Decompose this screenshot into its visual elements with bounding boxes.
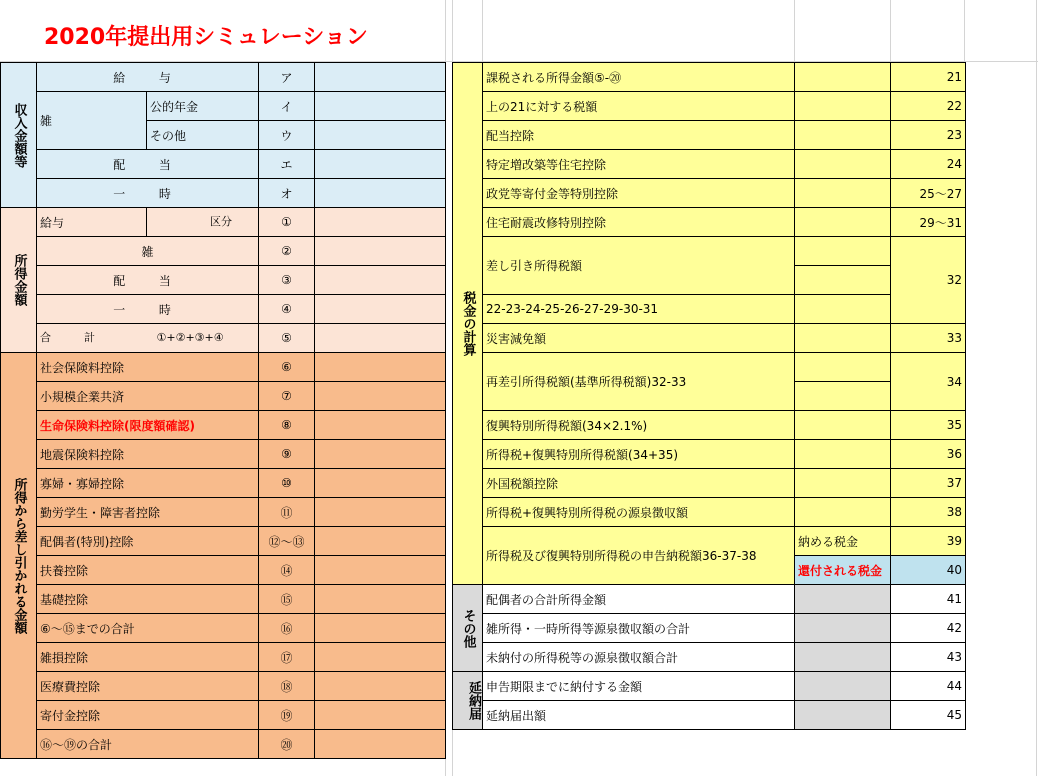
- tax-row: [453, 353, 966, 382]
- deduction-name: 雑損控除: [37, 643, 259, 672]
- deduction-row: [1, 382, 446, 411]
- tax-num: 33: [891, 324, 966, 353]
- deduction-value[interactable]: [315, 498, 446, 527]
- grid-line: [794, 0, 795, 62]
- income-ichiji-label: 一 時: [37, 179, 259, 208]
- other-row: [453, 643, 966, 672]
- tax-value[interactable]: [795, 498, 891, 527]
- income-row-kouteki: [1, 92, 446, 121]
- tax-kanpu-label: 還付される税金: [795, 556, 891, 585]
- tax-value[interactable]: [795, 324, 891, 353]
- left-table: [0, 62, 446, 759]
- tax-value[interactable]: [795, 266, 891, 295]
- shotoku-goukei-label: 合 計: [40, 331, 95, 344]
- shotoku-section-label: 所得金額: [1, 208, 37, 353]
- tax-name: 上の21に対する税額: [483, 92, 795, 121]
- tax-value[interactable]: [795, 121, 891, 150]
- shotoku-code: ①: [259, 208, 315, 237]
- shotoku-code: ③: [259, 266, 315, 295]
- income-haitou-value[interactable]: [315, 150, 446, 179]
- tax-num: 40: [891, 556, 966, 585]
- deduction-value[interactable]: [315, 730, 446, 759]
- tax-num: 32: [891, 237, 966, 324]
- deductions-section-label: 所得から差し引かれる金額: [1, 353, 37, 759]
- tax-value[interactable]: [795, 411, 891, 440]
- tax-value[interactable]: [795, 469, 891, 498]
- grid-line: [964, 0, 965, 62]
- income-row-haitou: [1, 150, 446, 179]
- tax-row: [453, 179, 966, 208]
- enno-value[interactable]: [795, 672, 891, 701]
- tax-value[interactable]: [795, 237, 891, 266]
- tax-row: [453, 92, 966, 121]
- tax-name: 再差引所得税額(基準所得税額)32-33: [483, 353, 795, 411]
- deduction-name: 小規模企業共済: [37, 382, 259, 411]
- income-code: イ: [259, 92, 315, 121]
- tax-row: [453, 498, 966, 527]
- tax-num: 25〜27: [891, 179, 966, 208]
- shotoku-ichiji-label: 一 時: [37, 295, 259, 324]
- other-num: 43: [891, 643, 966, 672]
- tax-num: 24: [891, 150, 966, 179]
- shotoku-kyuyo-label: 給与: [37, 208, 147, 237]
- tax-sashihiki-formula: 22-23-24-25-26-27-29-30-31: [483, 295, 795, 324]
- tax-value[interactable]: [795, 150, 891, 179]
- tax-num: 35: [891, 411, 966, 440]
- deduction-code: ⑮: [259, 585, 315, 614]
- shotoku-code: ②: [259, 237, 315, 266]
- shotoku-row-kyuyo: [1, 208, 446, 237]
- shotoku-zatsu-value[interactable]: [315, 237, 446, 266]
- deduction-name: 寄付金控除: [37, 701, 259, 730]
- enno-section-label: 延納届: [453, 672, 483, 730]
- deduction-row: [1, 527, 446, 556]
- shotoku-ichiji-value[interactable]: [315, 295, 446, 324]
- income-row-kyuyo: [1, 63, 446, 92]
- deduction-code: ⑥: [259, 353, 315, 382]
- tax-value[interactable]: [795, 63, 891, 92]
- deduction-value[interactable]: [315, 469, 446, 498]
- deduction-value[interactable]: [315, 353, 446, 382]
- deduction-code: ⑨: [259, 440, 315, 469]
- shotoku-row-goukei: [1, 324, 446, 353]
- tax-name: 復興特別所得税額(34×2.1%): [483, 411, 795, 440]
- deduction-name: 地震保険料控除: [37, 440, 259, 469]
- income-section-label: 収入金額等: [1, 63, 37, 208]
- deduction-row: [1, 353, 446, 382]
- page-title: 2020年提出用シミュレーション: [44, 25, 368, 50]
- tax-num: 21: [891, 63, 966, 92]
- tax-value[interactable]: [795, 208, 891, 237]
- tax-section-label: 税金の計算: [453, 63, 483, 585]
- deduction-row: [1, 556, 446, 585]
- tax-row: [453, 411, 966, 440]
- tax-num: 23: [891, 121, 966, 150]
- shotoku-row-ichiji: [1, 295, 446, 324]
- deduction-code: ⑰: [259, 643, 315, 672]
- tax-value[interactable]: [795, 440, 891, 469]
- deduction-code: ⑪: [259, 498, 315, 527]
- other-num: 41: [891, 585, 966, 614]
- tax-value[interactable]: [795, 92, 891, 121]
- deduction-value[interactable]: [315, 556, 446, 585]
- tax-num: 22: [891, 92, 966, 121]
- tax-name: 所得税+復興特別所得税額(34+35): [483, 440, 795, 469]
- deduction-value[interactable]: [315, 672, 446, 701]
- tax-num: 34: [891, 353, 966, 411]
- other-value[interactable]: [795, 585, 891, 614]
- deduction-row: [1, 701, 446, 730]
- tax-row-sashihiki: [453, 237, 966, 266]
- shotoku-kyuyo-value[interactable]: [315, 208, 446, 237]
- income-row-ichiji: [1, 179, 446, 208]
- enno-row: [453, 672, 966, 701]
- deduction-name: 寡婦・寡婦控除: [37, 469, 259, 498]
- right-table: [452, 62, 966, 730]
- deduction-code: ⑫〜⑬: [259, 527, 315, 556]
- deduction-code: ⑳: [259, 730, 315, 759]
- deduction-name: 配偶者(特別)控除: [37, 527, 259, 556]
- other-section-label: その他: [453, 585, 483, 672]
- deduction-name: 医療費控除: [37, 672, 259, 701]
- tax-sashihiki-label: 差し引き所得税額: [483, 237, 795, 295]
- other-name: 配偶者の合計所得金額: [483, 585, 795, 614]
- income-sonota-value[interactable]: [315, 121, 446, 150]
- deduction-row: [1, 440, 446, 469]
- deduction-row: [1, 498, 446, 527]
- income-code: エ: [259, 150, 315, 179]
- other-name: 未納付の所得税等の源泉徴収額合計: [483, 643, 795, 672]
- deduction-row: [1, 614, 446, 643]
- other-value[interactable]: [795, 643, 891, 672]
- tax-row: [453, 208, 966, 237]
- shotoku-code: ④: [259, 295, 315, 324]
- enno-num: 44: [891, 672, 966, 701]
- shotoku-haitou-value[interactable]: [315, 266, 446, 295]
- deduction-code: ⑦: [259, 382, 315, 411]
- income-sonota-label: その他: [147, 121, 259, 150]
- deduction-value[interactable]: [315, 643, 446, 672]
- deduction-row: [1, 411, 446, 440]
- enno-name: 申告期限までに納付する金額: [483, 672, 795, 701]
- enno-name: 延納届出額: [483, 701, 795, 730]
- tax-num: 37: [891, 469, 966, 498]
- deduction-value[interactable]: [315, 440, 446, 469]
- deduction-code: ⑱: [259, 672, 315, 701]
- income-kouteki-label: 公的年金: [147, 92, 259, 121]
- shotoku-goukei-formula: ①+②+③+④: [156, 331, 224, 344]
- tax-num: 39: [891, 527, 966, 556]
- tax-name: 政党等寄付金等特別控除: [483, 179, 795, 208]
- shotoku-row-haitou: [1, 266, 446, 295]
- tax-row: [453, 63, 966, 92]
- tax-value[interactable]: [795, 353, 891, 382]
- tax-num: 36: [891, 440, 966, 469]
- other-value[interactable]: [795, 614, 891, 643]
- shotoku-zatsu-label: 雑: [37, 237, 259, 266]
- shotoku-row-zatsu: [1, 237, 446, 266]
- tax-row: [453, 440, 966, 469]
- deduction-code: ⑩: [259, 469, 315, 498]
- other-num: 42: [891, 614, 966, 643]
- tax-shinkoku-label: 所得税及び復興特別所得税の申告納税額36-37-38: [483, 527, 795, 585]
- tax-row: [453, 150, 966, 179]
- income-code: ア: [259, 63, 315, 92]
- shotoku-goukei-value[interactable]: [315, 324, 446, 353]
- tax-name: 災害減免額: [483, 324, 795, 353]
- enno-num: 45: [891, 701, 966, 730]
- tax-name: 課税される所得金額⑤-⑳: [483, 63, 795, 92]
- other-row: [453, 585, 966, 614]
- deduction-name: ⑥〜⑮までの合計: [37, 614, 259, 643]
- deduction-name: 生命保険料控除(限度額確認): [37, 411, 259, 440]
- tax-name: 特定増改築等住宅控除: [483, 150, 795, 179]
- deduction-row: [1, 585, 446, 614]
- deduction-value[interactable]: [315, 527, 446, 556]
- other-name: 雑所得・一時所得等源泉徴収額の合計: [483, 614, 795, 643]
- shotoku-haitou-label: 配 当: [37, 266, 259, 295]
- tax-row-sashihiki: [453, 295, 966, 324]
- deduction-name: 社会保険料控除: [37, 353, 259, 382]
- tax-name: 住宅耐震改修特別控除: [483, 208, 795, 237]
- deduction-code: ⑯: [259, 614, 315, 643]
- deduction-value[interactable]: [315, 382, 446, 411]
- enno-row: [453, 701, 966, 730]
- deduction-code: ⑭: [259, 556, 315, 585]
- tax-value[interactable]: [795, 382, 891, 411]
- tax-value[interactable]: [795, 295, 891, 324]
- tax-name: 外国税額控除: [483, 469, 795, 498]
- deduction-code: ⑲: [259, 701, 315, 730]
- shotoku-kubun-label: 区分: [147, 208, 259, 237]
- deduction-row: [1, 643, 446, 672]
- deduction-name: 扶養控除: [37, 556, 259, 585]
- tax-name: 配当控除: [483, 121, 795, 150]
- deduction-name: 勤労学生・障害者控除: [37, 498, 259, 527]
- income-kyuyo-label: 給 与: [37, 63, 259, 92]
- income-code: ウ: [259, 121, 315, 150]
- deduction-value[interactable]: [315, 411, 446, 440]
- deduction-value[interactable]: [315, 585, 446, 614]
- tax-name: 所得税+復興特別所得税の源泉徴収額: [483, 498, 795, 527]
- tax-num: 29〜31: [891, 208, 966, 237]
- tax-row: [453, 121, 966, 150]
- tax-value[interactable]: [795, 179, 891, 208]
- deduction-row: [1, 730, 446, 759]
- deduction-value[interactable]: [315, 701, 446, 730]
- deduction-value[interactable]: [315, 614, 446, 643]
- grid-line: [482, 0, 483, 62]
- deduction-row: [1, 672, 446, 701]
- shotoku-goukei-cell: [37, 324, 259, 353]
- deduction-name: 基礎控除: [37, 585, 259, 614]
- income-kyuyo-value[interactable]: [315, 63, 446, 92]
- grid-line: [1036, 0, 1037, 776]
- grid-line: [890, 0, 891, 62]
- tax-row: [453, 324, 966, 353]
- deduction-code: ⑧: [259, 411, 315, 440]
- income-kouteki-value[interactable]: [315, 92, 446, 121]
- shotoku-code: ⑤: [259, 324, 315, 353]
- tax-row: [453, 469, 966, 498]
- income-zatsu-label: 雑: [37, 92, 147, 150]
- tax-num: 38: [891, 498, 966, 527]
- tax-osameru-label: 納める税金: [795, 527, 891, 556]
- income-haitou-label: 配 当: [37, 150, 259, 179]
- income-code: オ: [259, 179, 315, 208]
- enno-value[interactable]: [795, 701, 891, 730]
- income-ichiji-value[interactable]: [315, 179, 446, 208]
- other-row: [453, 614, 966, 643]
- deduction-name: ⑯〜⑲の合計: [37, 730, 259, 759]
- deduction-row: [1, 469, 446, 498]
